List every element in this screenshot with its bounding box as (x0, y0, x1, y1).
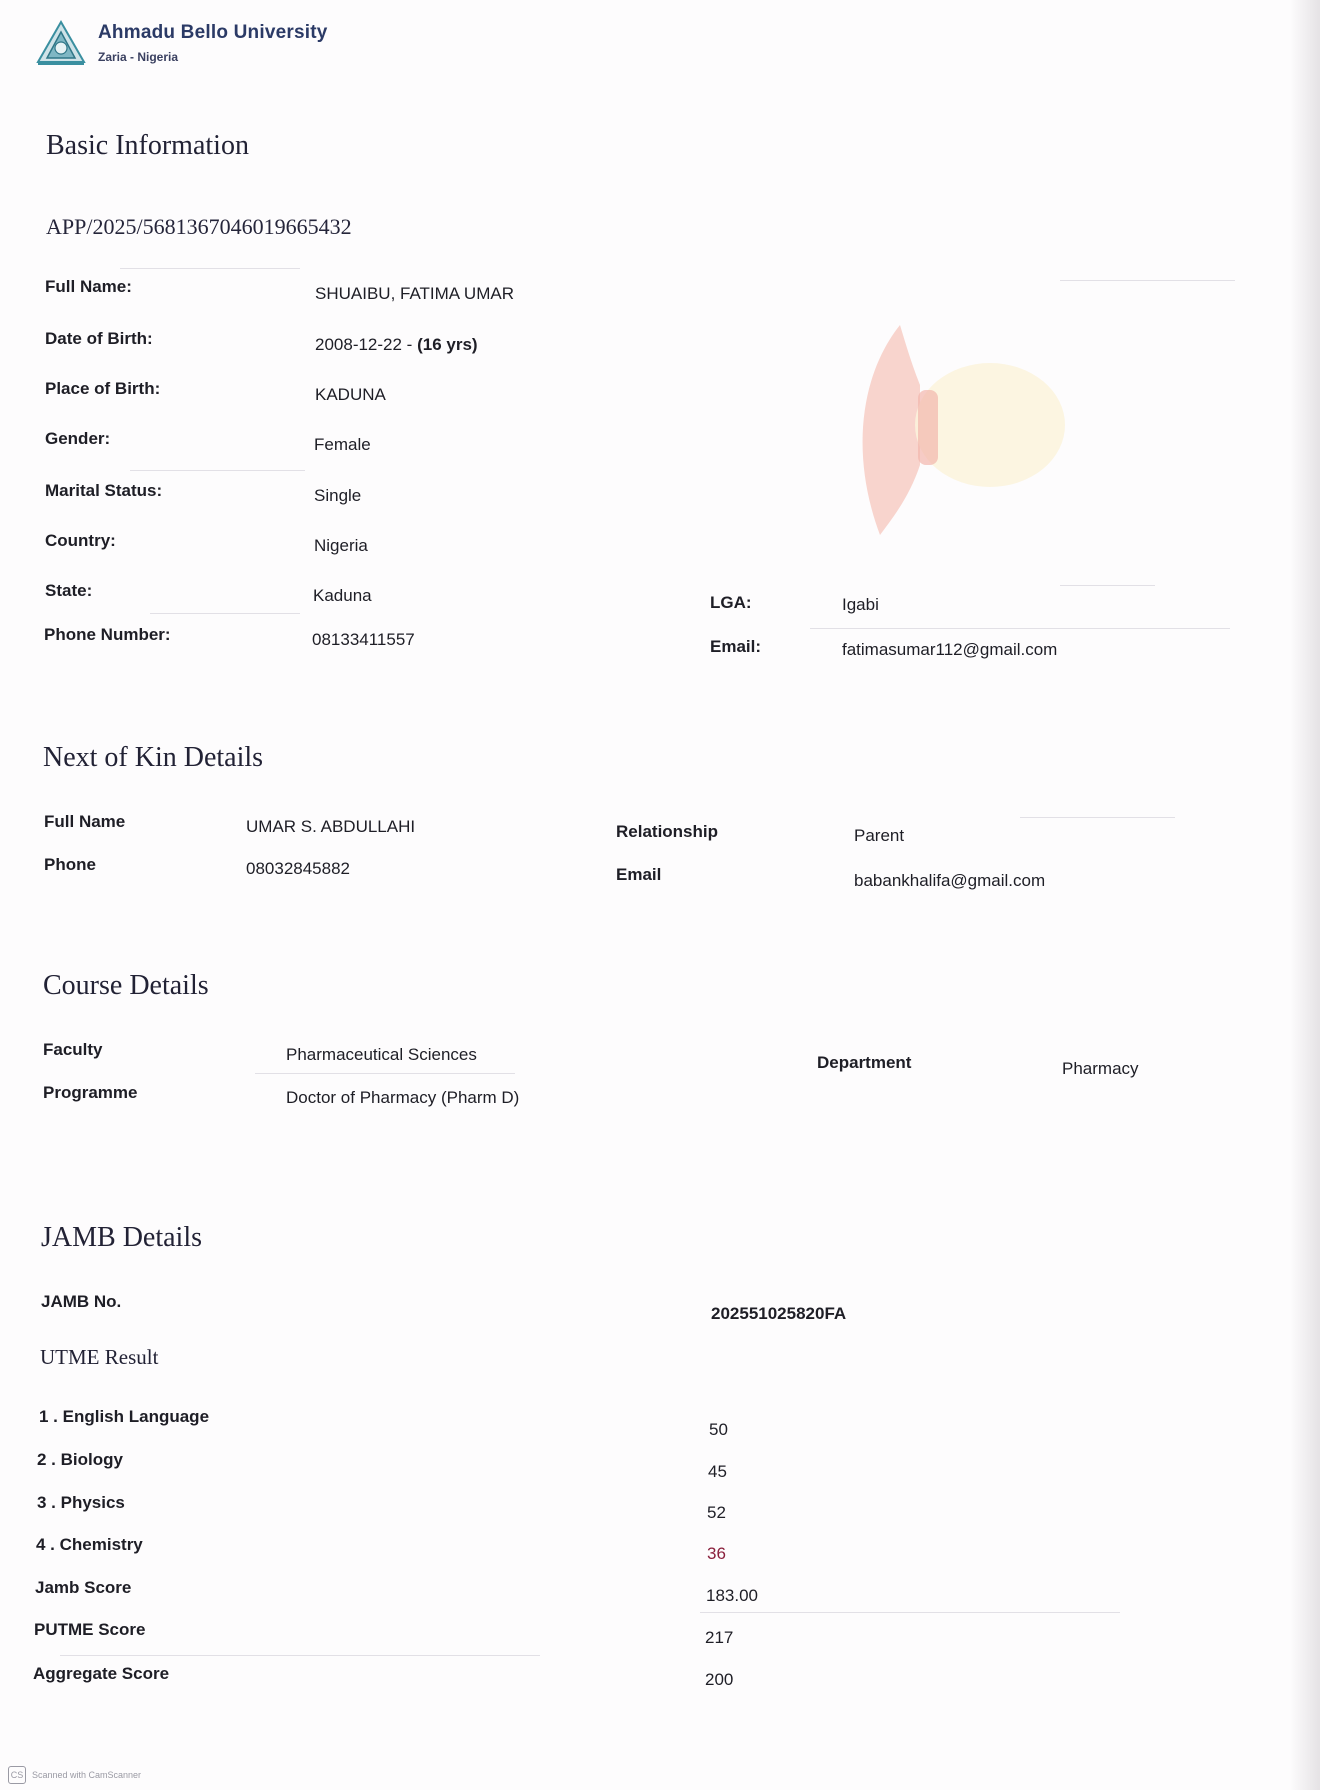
department-value: Pharmacy (1062, 1059, 1139, 1078)
age-value: (16 yrs) (417, 335, 478, 354)
divider (130, 470, 305, 471)
state-value: Kaduna (313, 586, 372, 605)
divider (810, 628, 1230, 629)
place-of-birth-label: Place of Birth: (45, 379, 161, 398)
nok-email-value: babankhalifa@gmail.com (854, 871, 1046, 890)
utme-result-heading: UTME Result (40, 1345, 159, 1369)
lga-label: LGA: (710, 593, 752, 612)
putme-score-value: 217 (705, 1628, 734, 1647)
subject-score: 52 (707, 1503, 726, 1522)
divider (120, 268, 300, 269)
divider (150, 613, 300, 614)
faculty-label: Faculty (43, 1040, 103, 1059)
phone-number-label: Phone Number: (44, 625, 171, 644)
divider (1060, 585, 1155, 586)
camscanner-icon: CS (8, 1766, 26, 1784)
scanner-watermark (8, 1766, 141, 1784)
full-name-label: Full Name: (45, 277, 132, 296)
university-header (34, 18, 327, 68)
divider (1020, 817, 1175, 818)
faculty-value: Pharmaceutical Sciences (286, 1045, 477, 1064)
aggregate-score-value: 200 (705, 1670, 734, 1689)
next-of-kin-heading: Next of Kin Details (43, 742, 264, 773)
subject-score: 45 (708, 1462, 727, 1481)
scanner-text: Scanned with CamScanner (32, 1770, 142, 1780)
subject-score: 36 (707, 1544, 726, 1563)
jamb-no-value: 202551025820FA (711, 1304, 847, 1323)
divider (60, 1655, 540, 1656)
university-logo-icon (34, 18, 88, 68)
nok-phone-label: Phone (44, 855, 96, 874)
phone-number-value: 08133411557 (312, 630, 415, 649)
application-number: APP/2025/5681367046019665432 (46, 214, 352, 239)
aggregate-score-label: Aggregate Score (33, 1664, 170, 1683)
country-value: Nigeria (314, 536, 368, 555)
university-location: Zaria - Nigeria (98, 50, 179, 64)
place-of-birth-value: KADUNA (315, 385, 386, 404)
marital-status-value: Single (314, 486, 362, 505)
state-label: State: (45, 581, 93, 600)
subject-label: 2 . Biology (37, 1450, 123, 1469)
email-label: Email: (710, 637, 762, 656)
department-label: Department (817, 1053, 912, 1072)
subject-label: 1 . English Language (39, 1407, 210, 1426)
dob-label: Date of Birth: (45, 329, 153, 348)
applicant-photo (840, 315, 1100, 545)
jamb-details-heading: JAMB Details (41, 1222, 202, 1253)
jamb-score-label: Jamb Score (35, 1578, 132, 1597)
jamb-score-value: 183.00 (706, 1586, 758, 1605)
nok-relationship-label: Relationship (616, 822, 719, 841)
nok-phone-value: 08032845882 (246, 859, 351, 878)
scan-edge-shadow (1290, 0, 1320, 1790)
subject-score: 50 (709, 1420, 728, 1439)
programme-label: Programme (43, 1083, 138, 1102)
divider (1060, 280, 1235, 281)
putme-score-label: PUTME Score (34, 1620, 146, 1639)
lga-value: Igabi (842, 595, 879, 614)
nok-relationship-value: Parent (854, 826, 905, 845)
nok-email-label: Email (616, 865, 662, 884)
dob-date: 2008-12-22 - (315, 335, 418, 354)
gender-label: Gender: (45, 429, 111, 448)
divider (700, 1612, 1120, 1613)
nok-full-name-value: UMAR S. ABDULLAHI (246, 817, 416, 836)
marital-status-label: Marital Status: (45, 481, 163, 500)
divider (255, 1073, 515, 1074)
jamb-no-label: JAMB No. (41, 1292, 122, 1311)
basic-information-heading: Basic Information (46, 130, 249, 161)
email-value: fatimasumar112@gmail.com (842, 640, 1058, 659)
nok-full-name-label: Full Name (44, 812, 126, 831)
university-name: Ahmadu Bello University (98, 22, 328, 43)
course-details-heading: Course Details (43, 970, 209, 1001)
programme-value: Doctor of Pharmacy (Pharm D) (286, 1088, 520, 1107)
subject-label: 3 . Physics (37, 1493, 125, 1512)
full-name-value: SHUAIBU, FATIMA UMAR (315, 284, 514, 303)
dob-value (315, 335, 478, 355)
country-label: Country: (45, 531, 116, 550)
gender-value: Female (314, 435, 371, 454)
subject-label: 4 . Chemistry (36, 1535, 143, 1554)
